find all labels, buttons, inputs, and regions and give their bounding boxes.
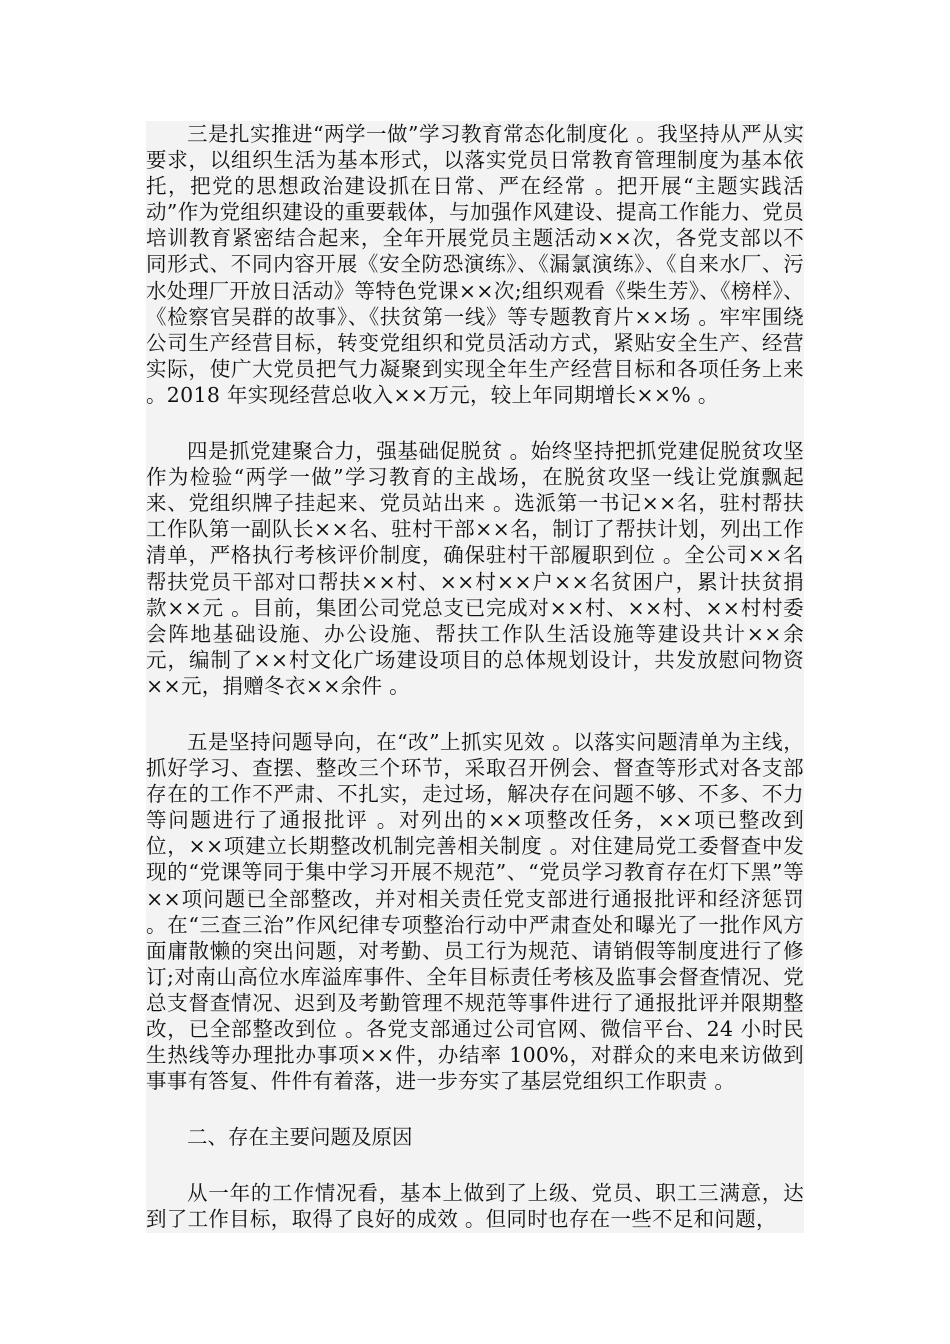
paragraph-three: 三是扎实推进“两学一做”学习教育常态化制度化 。我坚持从严从实要求，以组织生活为基本形式，以落实党员日常教育管理制度为基本依托，把党的思想政治建设抓在日常、严在经常 。把开展“主题实践活动”作为党组织建设的重要载体，与加强作风建设、提高工作能力、党员培训教育紧密结合起来，全年开展党员主题活动××次，各党支部以不同形式、不同内容开展《安全防恐演练》、《漏氯演练》、《自来水厂、污水处理厂开放日活动》等特色党课××次;组织观看《柴生芳》、《榜样》、《检察官吴群的故事》、《扶贫第一线》等专题教育片××场 。牢牢围绕公司生产经营目标，转变党组织和党员活动方式，紧贴安全生产、经营实际，使广大党员把气力凝聚到实现全年生产经营目标和各项任务上来 。2018 年实现经营总收入××万元，较上年同期增长××% 。 xyxy=(146,122,804,407)
paragraph-gap xyxy=(146,699,804,729)
paragraph-four: 四是抓党建聚合力，强基础促脱贫 。始终坚持把抓党建促脱贫攻坚作为检验“两学一做”学习教育的主战场，在脱贫攻坚一线让党旗飘起来、党组织牌子挂起来、党员站出来 。选派第一书记××名，驻村帮扶工作队第一副队长××名、驻村干部××名，制订了帮扶计划，列出工作清单，严格执行考核评价制度，确保驻村干部履职到位 。全公司××名帮扶党员干部对口帮扶××村、××村××户××名贫困户，累计扶贫捐款××元 。目前，集团公司党总支已完成对××村、××村、××村村委会阵地基础设施、办公设施、帮扶工作队生活设施等建设共计××余元，编制了××村文化广场建设项目的总体规划设计，共发放慰问物资××元，捐赠冬衣××余件 。 xyxy=(146,439,804,698)
paragraph-gap xyxy=(146,1094,804,1124)
section-heading: 二、存在主要问题及原因 xyxy=(187,1125,413,1150)
document-page xyxy=(146,121,804,1233)
paragraph-gap xyxy=(146,408,804,438)
closing-paragraph: 从一年的工作情况看，基本上做到了上级、党员、职工三满意，达到了工作目标，取得了良好的成效 。但同时也存在一些不足和问题， xyxy=(146,1181,804,1232)
paragraph-gap xyxy=(146,1150,804,1180)
paragraph-five: 五是坚持问题导向，在“改”上抓实见效 。以落实问题清单为主线，抓好学习、查摆、整改三个环节，采取召开例会、督查等形式对各支部存在的工作不严肃、不扎实，走过场，解决存在问题不够、不多、不力等问题进行了通报批评 。对列出的××项整改任务，××项已整改到位，××项建立长期整改机制完善相关制度 。对住建局党工委督查中发现的“党课等同于集中学习开展不规范”、“党员学习教育存在灯下黑”等××项问题已全部整改，并对相关责任党支部进行通报批评和经济惩罚 。在“三查三治”作风纪律专项整治行动中严肃查处和曝光了一批作风方面庸散懒的突出问题，对考勤、员工行为规范、请销假等制度进行了修订;对南山高位水库溢库事件、全年目标责任考核及监事会督查情况、党总支督查情况、迟到及考勤管理不规范等事件进行了通报批评并限期整改，已全部整改到位 。各党支部通过公司官网、微信平台、24 小时民生热线等办理批办事项××件，办结率 100%，对群众的来电来访做到事事有答复、件件有着落，进一步夯实了基层党组织工作职责 。 xyxy=(146,729,804,1094)
